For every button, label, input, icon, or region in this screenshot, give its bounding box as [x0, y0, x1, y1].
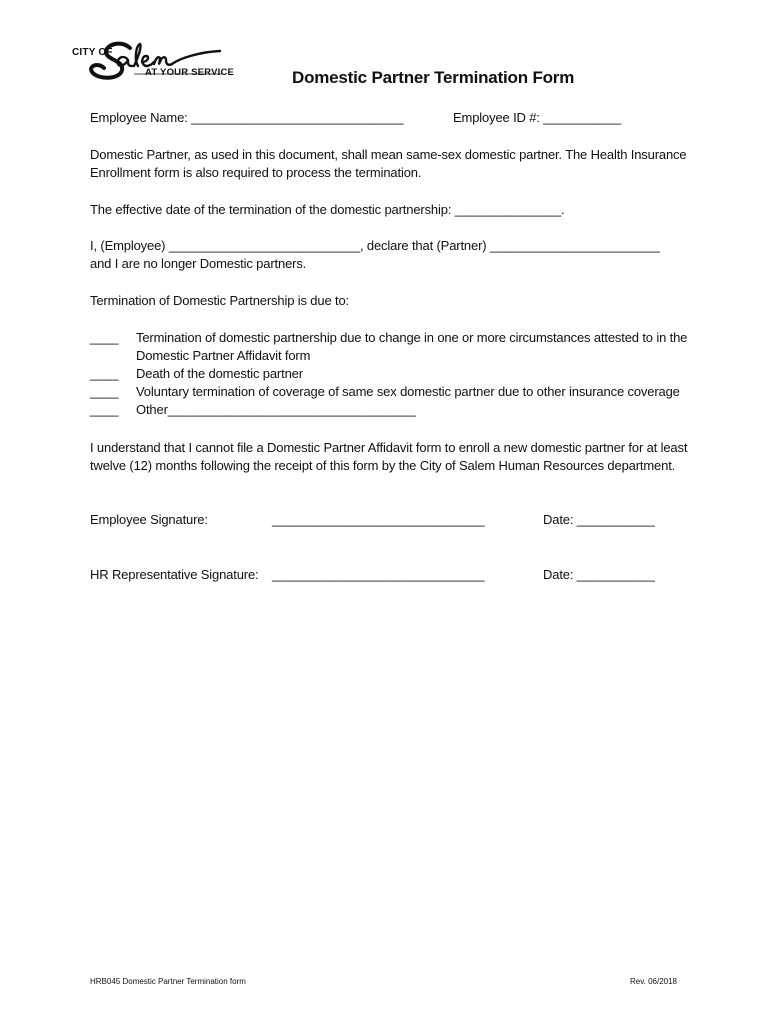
reason-1-label-line-1: Termination of domestic partnership due to change in one or more circumstances attested to in the: [136, 330, 688, 345]
logo-city-of: CITY OF: [72, 47, 113, 58]
footer-revision: Rev. 06/2018: [630, 977, 677, 986]
city-logo: [72, 38, 235, 88]
employee-date-field[interactable]: Date: ___________: [543, 512, 655, 527]
hr-date-field[interactable]: Date: ___________: [543, 567, 655, 582]
reason-heading: Termination of Domestic Partnership is due to:: [90, 293, 349, 308]
reason-1-checkbox[interactable]: ____: [90, 330, 119, 345]
salem-script-logo-icon: [72, 38, 235, 88]
employee-name-field[interactable]: Employee Name: ______________________________: [90, 110, 404, 125]
footer-form-id: HRB045 Domestic Partner Termination form: [90, 977, 246, 986]
declaration-line-1[interactable]: I, (Employee) ___________________________, declare that (Partner) ________________________: [90, 238, 660, 253]
form-title: Domestic Partner Termination Form: [292, 68, 575, 87]
hr-signature-label: HR Representative Signature:: [90, 567, 259, 582]
effective-date-field[interactable]: The effective date of the termination of the domestic partnership: _______________.: [90, 202, 565, 217]
reason-3-checkbox[interactable]: ____: [90, 384, 119, 399]
reason-1-label-line-2: Domestic Partner Affidavit form: [136, 348, 311, 363]
hr-signature-line[interactable]: ______________________________: [272, 567, 485, 582]
definition-line-1: Domestic Partner, as used in this document, shall mean same-sex domestic partner. The Health Insurance: [90, 147, 687, 162]
definition-line-2: Enrollment form is also required to process the termination.: [90, 165, 422, 180]
understanding-line-2: twelve (12) months following the receipt of this form by the City of Salem Human Resources department.: [90, 458, 676, 473]
reason-4-other-field[interactable]: Other___________________________________: [136, 402, 416, 417]
reason-2-label: Death of the domestic partner: [136, 366, 303, 381]
declaration-line-2: and I are no longer Domestic partners.: [90, 256, 307, 271]
employee-signature-label: Employee Signature:: [90, 512, 208, 527]
reason-2-checkbox[interactable]: ____: [90, 366, 119, 381]
reason-4-checkbox[interactable]: ____: [90, 402, 119, 417]
logo-tagline: AT YOUR SERVICE: [145, 67, 235, 78]
reason-3-label: Voluntary termination of coverage of same sex domestic partner due to other insurance coverage: [136, 384, 680, 399]
employee-id-field[interactable]: Employee ID #: ___________: [453, 110, 622, 125]
employee-signature-line[interactable]: ______________________________: [272, 512, 485, 527]
understanding-line-1: I understand that I cannot file a Domestic Partner Affidavit form to enroll a new domestic partner for at least: [90, 440, 688, 455]
